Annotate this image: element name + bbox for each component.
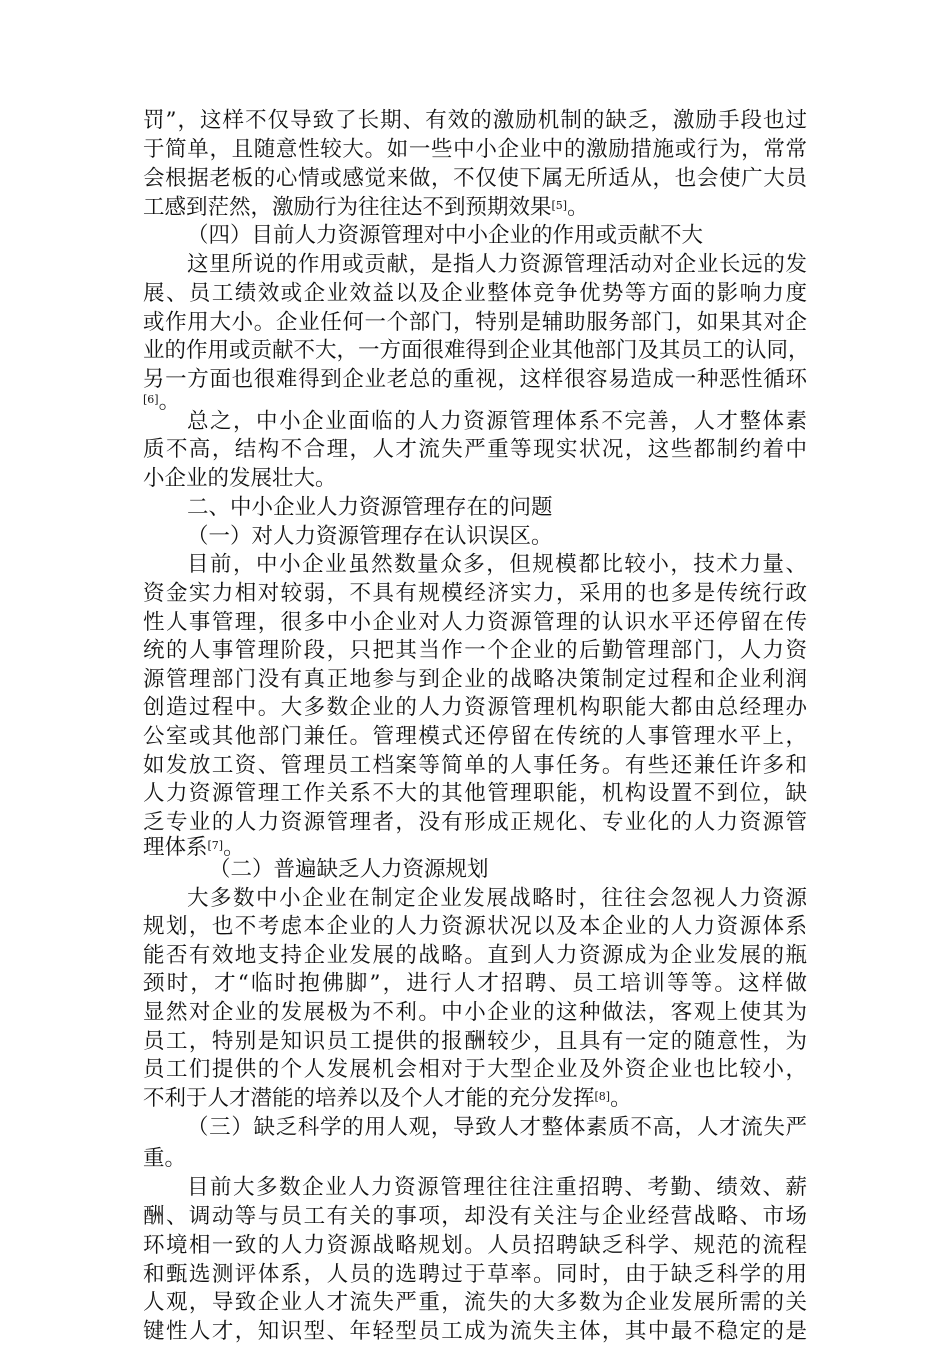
- line-text: 目前，中小企业虽然数量众多，但规模都比较小，技术力量、: [187, 552, 807, 577]
- text-line: [143, 723, 807, 751]
- text-line: [143, 609, 807, 637]
- line-text: 资金实力相对较弱，不具有规模经济实力，采用的也多是传统行政: [143, 581, 807, 606]
- text-line: [143, 1085, 807, 1113]
- line-text: 这里所说的作用或贡献，是指人力资源管理活动对企业长远的发: [187, 252, 807, 277]
- text-line: [143, 694, 807, 722]
- text-line: [143, 780, 807, 808]
- line-text: 能否有效地支持企业发展的战略。直到人力资源成为企业发展的瓶: [143, 943, 807, 968]
- citation-ref: [7]: [207, 839, 224, 852]
- line-text: 小企业的发展壮大。: [143, 466, 337, 491]
- line-text: 颈时，才“临时抱佛脚”，进行人才招聘、员工培训等等。这样做: [143, 971, 807, 996]
- line-text: 另一方面也很难得到企业老总的重视，这样很容易造成一种恶性循环: [143, 367, 807, 392]
- line-text: 不利于人才潜能的培养以及个人才能的充分发挥: [143, 1086, 595, 1111]
- text-line: [187, 523, 807, 551]
- line-text: 统的人事管理阶段，只把其当作一个企业的后勤管理部门，人力资: [143, 638, 807, 663]
- text-line: [143, 970, 807, 998]
- text-line: [187, 1174, 807, 1202]
- text-line: [143, 1232, 807, 1260]
- text-line: [143, 309, 807, 337]
- line-text: 创造过程中。大多数企业的人力资源管理机构职能大都由总经理办: [143, 695, 807, 720]
- text-line: [143, 752, 807, 780]
- line-text: 理体系: [143, 835, 208, 860]
- text-line: [143, 1056, 807, 1084]
- text-line: [187, 551, 807, 579]
- citation-ref: [8]: [594, 1090, 611, 1103]
- text-line: [143, 809, 807, 837]
- line-text: 员工们提供的个人发展机会相对于大型企业及外资企业也比较小，: [143, 1057, 807, 1082]
- line-text: 显然对企业的发展极为不利。中小企业的这种做法，客观上使其为: [143, 1000, 807, 1025]
- line-text: 目前大多数企业人力资源管理往往注重招聘、考勤、绩效、薪: [187, 1175, 807, 1200]
- line-tail: 。: [158, 389, 181, 414]
- text-line: [187, 408, 807, 436]
- text-line: [143, 194, 807, 222]
- text-line: [143, 637, 807, 665]
- line-text: 或作用大小。企业任何一个部门，特别是辅助服务部门，如果其对企: [143, 310, 807, 335]
- line-text: （三）缺乏科学的用人观，导致人才整体素质不高，人才流失严: [187, 1115, 807, 1140]
- line-text: 会根据老板的心情或感觉来做，不仅使下属无所适从，也会使广大员: [143, 166, 807, 191]
- line-text: 性人事管理，很多中小企业对人力资源管理的认识水平还停留在传: [143, 610, 807, 635]
- text-line: [143, 1028, 807, 1056]
- line-text: 质不高，结构不合理，人才流失严重等现实状况，这些都制约着中: [143, 437, 807, 462]
- line-text: 键性人才，知识型、年轻型员工成为流失主体，其中最不稳定的是: [143, 1319, 807, 1344]
- text-line: [187, 1114, 807, 1142]
- text-line: [143, 1145, 807, 1173]
- line-text: 总之，中小企业面临的人力资源管理体系不完善，人才整体素: [187, 409, 807, 434]
- text-line: [143, 1203, 807, 1231]
- line-tail: 。: [223, 835, 245, 860]
- line-text: 罚”，这样不仅导致了长期、有效的激励机制的缺乏，激励手段也过: [143, 108, 807, 133]
- text-line: [143, 436, 807, 464]
- line-text: 员工，特别是知识员工提供的报酬较少，且具有一定的随意性，为: [143, 1029, 807, 1054]
- citation-ref: [5]: [551, 199, 568, 212]
- line-text: （二）普遍缺乏人力资源规划: [209, 857, 489, 882]
- text-line: [143, 1289, 807, 1317]
- text-line: [209, 856, 807, 884]
- text-line: [187, 222, 807, 250]
- text-line: [143, 580, 807, 608]
- line-text: 二、中小企业人力资源管理存在的问题: [187, 495, 553, 520]
- line-text: 工感到茫然，激励行为往往达不到预期效果: [143, 195, 552, 220]
- text-line: [143, 107, 807, 135]
- text-line: [143, 942, 807, 970]
- line-tail: 。: [567, 195, 589, 220]
- text-line: [143, 1318, 807, 1346]
- text-line: [187, 251, 807, 279]
- line-text: 和甄选测评体系，人员的选聘过于草率。同时，由于缺乏科学的用: [143, 1262, 807, 1287]
- line-text: 大多数中小企业在制定企业发展战略时，往往会忽视人力资源: [187, 886, 807, 911]
- text-line: [143, 465, 807, 493]
- text-line: [187, 494, 807, 522]
- line-text: （四）目前人力资源管理对中小企业的作用或贡献不大: [187, 223, 704, 248]
- line-text: 规划，也不考虑本企业的人力资源状况以及本企业的人力资源体系: [143, 914, 807, 939]
- text-line: [143, 280, 807, 308]
- line-text: 环境相一致的人力资源战略规划。人员招聘缺乏科学、规范的流程: [143, 1233, 807, 1258]
- line-text: 如发放工资、管理员工档案等简单的人事任务。有些还兼任许多和: [143, 753, 807, 778]
- text-line: [143, 999, 807, 1027]
- line-text: 重。: [143, 1146, 187, 1171]
- text-line: [143, 1261, 807, 1289]
- line-text: 于简单，且随意性较大。如一些中小企业中的激励措施或行为，常常: [143, 137, 807, 162]
- text-line: [187, 885, 807, 913]
- line-text: 乏专业的人力资源管理者，没有形成正规化、专业化的人力资源管: [143, 810, 807, 835]
- text-line: [143, 337, 810, 365]
- line-text: 人观，导致企业人才流失严重，流失的大多数为企业发展所需的关: [143, 1290, 807, 1315]
- line-text: 公室或其他部门兼任。管理模式还停留在传统的人事管理水平上，: [143, 724, 807, 749]
- line-text: 业的作用或贡献不大，一方面很难得到企业其他部门及其员工的认同，: [143, 338, 810, 363]
- line-text: （一）对人力资源管理存在认识误区。: [187, 524, 553, 549]
- text-line: [143, 136, 807, 164]
- line-tail: 。: [610, 1086, 632, 1111]
- line-text: 人力资源管理工作关系不大的其他管理职能，机构设置不到位，缺: [143, 781, 807, 806]
- line-text: 酬、调动等与员工有关的事项，却没有关注与企业经营战略、市场: [143, 1204, 807, 1229]
- text-line: [143, 913, 807, 941]
- text-line: [143, 165, 807, 193]
- line-text: 展、员工绩效或企业效益以及企业整体竞争优势等方面的影响力度: [143, 281, 807, 306]
- text-line: [143, 666, 807, 694]
- line-text: 源管理部门没有真正地参与到企业的战略决策制定过程和企业利润: [143, 667, 807, 692]
- citation-ref: [6]: [143, 393, 159, 406]
